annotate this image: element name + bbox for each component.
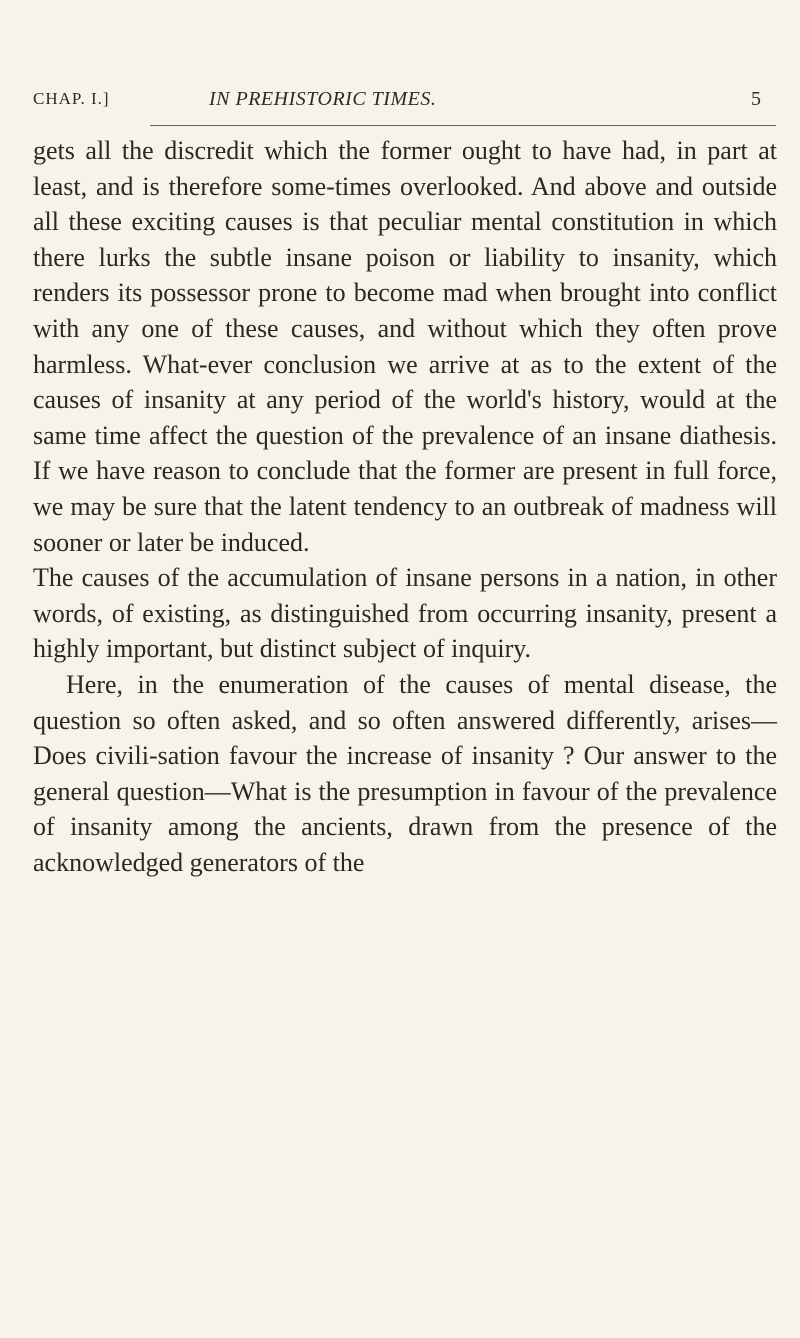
- running-title: IN PREHISTORIC TIMES.: [209, 88, 437, 110]
- paragraph-3: Here, in the enumeration of the causes of mental disease, the question so often asked, and so often answered differently, arises—Does civili-sation favour the increase of insanity ? Our answer to the general question—What is the presumption in favour of the prevalence of insanity among the ancients, drawn from the presence of the acknowledged generators of the: [33, 669, 777, 877]
- chapter-label: CHAP. I.]: [33, 89, 110, 108]
- paragraph-1: gets all the discredit which the former ought to have had, in part at least, and is therefore some-times overlooked. And above and outside all these exciting causes is that peculiar mental constitution in which there lurks the subtle insane poison or liability to insanity, which renders its possessor prone to become mad when brought into conflict with any one of these causes, and without which they often prove harmless. What-ever conclusion we arrive at as to the extent of the causes of insanity at any period of the world's history, would at the same time affect the question of the prevalence of an insane diathesis. If we have reason to conclude that the former are present in full force, we may be sure that the latent tendency to an outbreak of madness will sooner or later be induced.: [33, 136, 777, 557]
- body-text: [33, 133, 777, 880]
- running-head: [33, 82, 771, 116]
- page-number: 5: [751, 88, 761, 110]
- header-rule: [150, 125, 776, 126]
- paragraph-2: The causes of the accumulation of insane persons in a nation, in other words, of existing, as distinguished from occurring insanity, present a highly important, but distinct subject of inquiry.: [33, 563, 777, 664]
